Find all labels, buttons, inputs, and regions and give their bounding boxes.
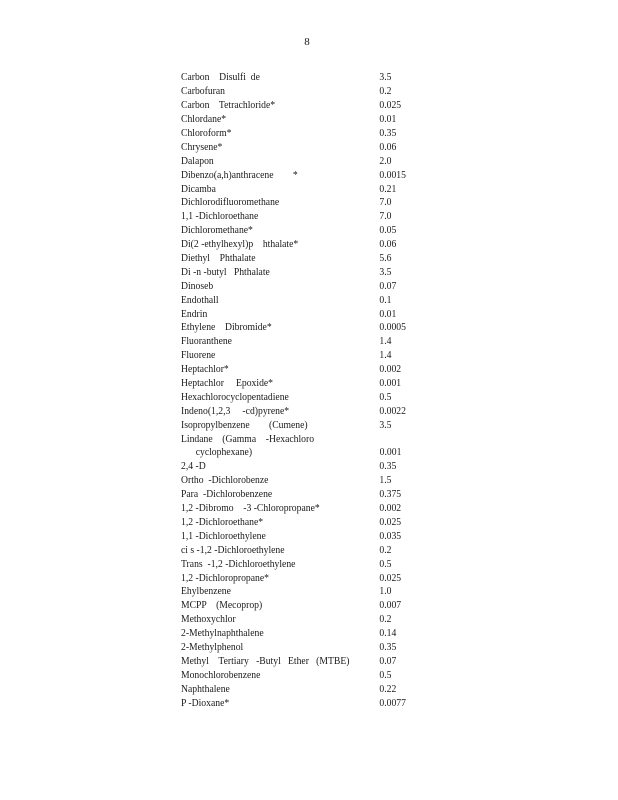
chemical-name: Ethylene Dibromide* (181, 322, 272, 334)
chemical-name: 2-Methylphenol (181, 641, 244, 653)
chemical-name: 1,2 -Dichloroethane* (181, 516, 264, 528)
limit-value: 1.0 (379, 586, 392, 598)
table-row (181, 127, 420, 141)
chemical-name: cyclophexane) (195, 447, 253, 459)
chemical-name: Methyl Tertiary -Butyl Ether (MTBE) (181, 655, 350, 667)
limit-value: 3.5 (379, 419, 392, 431)
chemical-name: ci s -1,2 -Dichloroethylene (181, 544, 285, 556)
limit-value: 0.002 (379, 364, 402, 376)
table-row (181, 279, 420, 293)
table-row (181, 224, 420, 238)
limit-value: 0.06 (379, 141, 397, 153)
limit-value: 5.6 (379, 253, 392, 265)
limit-value: 1.4 (379, 336, 392, 348)
chemical-name: Dichlorodifluoromethane (181, 197, 280, 209)
table-row (181, 390, 420, 404)
chemical-name: Hexachlorocyclopentadiene (181, 391, 289, 403)
limit-value: 1.5 (379, 475, 392, 487)
limit-value: 0.2 (379, 86, 392, 98)
chemical-name: Naphthalene (181, 683, 230, 695)
limit-value: 0.1 (379, 294, 392, 306)
table-row (181, 113, 420, 127)
chemical-name: 1,1 -Dichloroethylene (181, 530, 266, 542)
chemical-name: MCPP (Mecoprop) (181, 600, 263, 612)
table-row (181, 210, 420, 224)
table-row (181, 140, 420, 154)
chemical-name: Trans -1,2 -Dichloroethylene (181, 558, 296, 570)
limit-value: 0.001 (379, 378, 402, 390)
chemical-name: Fluoranthene (181, 336, 232, 348)
limit-value: 0.01 (379, 308, 397, 320)
chemical-name: Endothall (181, 294, 219, 306)
table-row (181, 432, 420, 446)
limit-value: 0.5 (379, 391, 392, 403)
chemical-name: Ehylbenzene (181, 586, 231, 598)
limit-value: 0.5 (379, 558, 392, 570)
chemical-name: 1,2 -Dibromo -3 -Chloropropane* (181, 503, 320, 515)
limit-value: 1.4 (379, 350, 392, 362)
chemical-name: Para -Dichlorobenzene (181, 489, 273, 501)
table-row (181, 349, 420, 363)
chemical-name: Heptachlor* (181, 364, 229, 376)
chemical-name: Ortho -Dichlorobenze (181, 475, 269, 487)
table-row (181, 529, 420, 543)
table-row (181, 613, 420, 627)
table-row (181, 682, 420, 696)
limit-value: 0.22 (379, 683, 397, 695)
limit-value: 0.01 (379, 114, 397, 126)
table-row (181, 85, 420, 99)
chemical-name: Di(2 -ethylhexyl)p hthalate* (181, 239, 299, 251)
table-row (181, 585, 420, 599)
limit-value: 7.0 (379, 211, 392, 223)
limit-value: 0.35 (379, 128, 397, 139)
chemical-name: 1,2 -Dichloropropane* (181, 572, 269, 584)
chemical-name: Isopropylbenzene (Cumene) (181, 419, 308, 431)
limit-value: 0.2 (379, 614, 392, 626)
limit-value: 0.2 (379, 544, 392, 556)
table-row (181, 446, 420, 460)
chemical-name: Endrin (181, 308, 208, 320)
limit-value: 0.35 (379, 641, 397, 653)
chemical-name: Dalapon (181, 155, 214, 167)
chemical-name: Di -n -butyl Phthalate (181, 266, 270, 278)
table-row (181, 168, 420, 182)
chemical-name: Dichloromethane* (181, 225, 253, 237)
limit-value: 0.025 (379, 100, 402, 112)
table-row (181, 543, 420, 557)
table-row (181, 654, 420, 668)
table-row (181, 238, 420, 252)
table-row (181, 571, 420, 585)
table-row (181, 516, 420, 530)
table-row (181, 502, 420, 516)
chemical-name: P -Dioxane* (181, 697, 230, 709)
chemical-name: Dinoseb (181, 280, 214, 292)
table-row (181, 599, 420, 613)
table-row (181, 154, 420, 168)
table-row (181, 265, 420, 279)
chemical-limits-table (181, 71, 441, 710)
chemical-name: Dibenzo(a,h)anthracene * (181, 169, 298, 181)
limit-value: 0.007 (379, 600, 402, 612)
chemical-name: Lindane (Gamma -Hexachloro (181, 433, 315, 445)
table-row (181, 363, 420, 377)
limit-value: 0.06 (379, 239, 397, 251)
limit-value: 0.21 (379, 183, 397, 195)
limit-value: 0.07 (379, 655, 397, 667)
page-number: 8 (304, 36, 310, 48)
limit-value: 3.5 (379, 72, 392, 84)
chemical-name: Carbofuran (181, 86, 226, 98)
table-row (181, 335, 420, 349)
chemical-name: Diethyl Phthalate (181, 253, 256, 265)
limit-value: 0.0015 (379, 169, 406, 181)
limit-value: 0.375 (379, 489, 402, 501)
table-row (181, 293, 420, 307)
chemical-name: 2-Methylnaphthalene (181, 628, 264, 640)
chemical-name: Methoxychlor (181, 614, 236, 626)
table-row (181, 377, 420, 391)
limit-value: 0.35 (379, 461, 397, 473)
limit-value: 0.025 (379, 516, 402, 528)
limit-value: 0.0077 (379, 697, 406, 709)
table-row (181, 196, 420, 210)
table-row (181, 418, 420, 432)
chemical-name: Dicamba (181, 183, 216, 195)
table-row (181, 321, 420, 335)
limit-value: 0.002 (379, 503, 402, 515)
table-row (181, 71, 420, 85)
limit-value: 0.0022 (379, 405, 406, 417)
chemical-name: Indeno(1,2,3 -cd)pyrene* (181, 405, 290, 417)
chemical-name: Chloroform* (181, 128, 232, 139)
table-row (181, 488, 420, 502)
limit-value: 0.05 (379, 225, 397, 237)
table-row (181, 668, 420, 682)
chemical-name: 1,1 -Dichloroethane (181, 211, 259, 223)
table-row (181, 696, 420, 710)
table-row (181, 557, 420, 571)
limit-value: 0.025 (379, 572, 402, 584)
limit-value: 3.5 (379, 266, 392, 278)
chemical-name: 2,4 -D (181, 461, 206, 473)
chemical-name: Chrysene* (181, 141, 223, 153)
limit-value: 0.001 (379, 447, 402, 459)
limit-value: 0.035 (379, 530, 402, 542)
table-row (181, 404, 420, 418)
table-row (181, 99, 420, 113)
limit-value: 0.07 (379, 280, 397, 292)
limit-value: 7.0 (379, 197, 392, 209)
chemical-name: Fluorene (181, 350, 216, 362)
table-row (181, 627, 420, 641)
table-row (181, 307, 420, 321)
chemical-name: Carbon Tetrachloride* (181, 100, 276, 112)
table-row (181, 182, 420, 196)
table-row (181, 474, 420, 488)
table-row (181, 641, 420, 655)
chemical-name: Heptachlor Epoxide* (181, 378, 274, 390)
chemical-name: Chlordane* (181, 114, 227, 126)
table-row (181, 460, 420, 474)
limit-value: 0.14 (379, 628, 397, 640)
limit-value: 0.5 (379, 669, 392, 681)
limit-value: 0.0005 (379, 322, 406, 334)
chemical-name: Carbon Disulfi de (181, 72, 260, 84)
table-row (181, 252, 420, 266)
limit-value: 2.0 (379, 155, 392, 167)
chemical-name: Monochlorobenzene (181, 669, 261, 681)
